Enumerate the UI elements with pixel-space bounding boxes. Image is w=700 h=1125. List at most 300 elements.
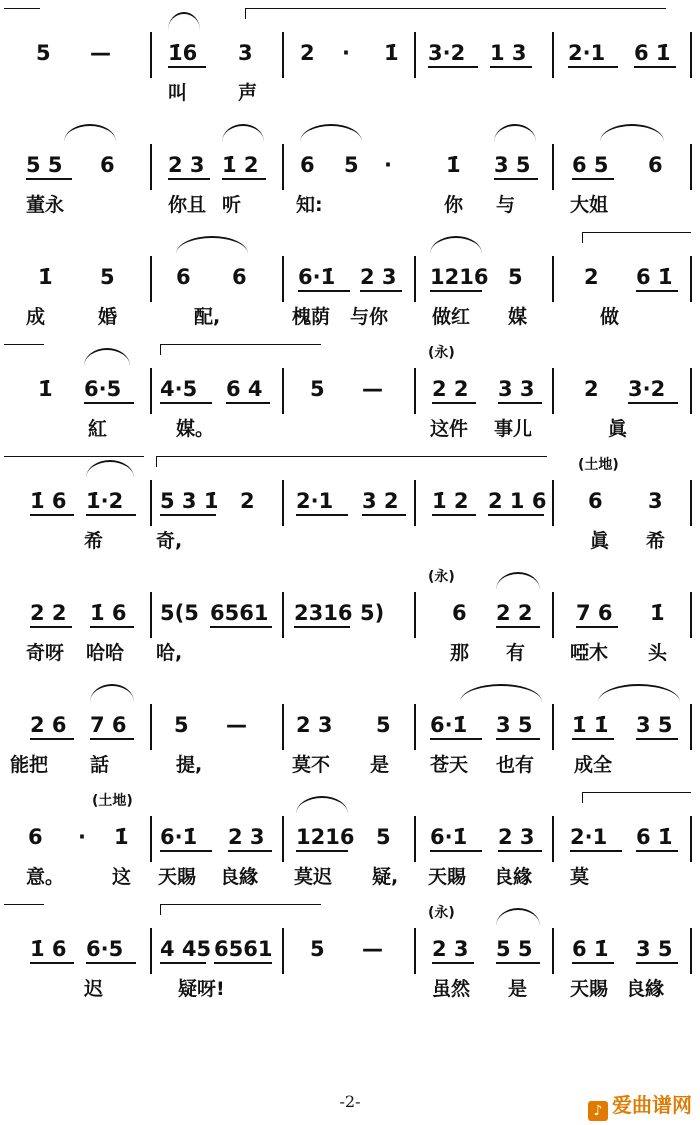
underline [160, 402, 212, 404]
underline [488, 514, 544, 516]
barline [282, 704, 284, 750]
lyric: 成 [26, 306, 46, 328]
note: 2 2 [432, 377, 469, 401]
underline [228, 850, 272, 852]
underline [86, 514, 136, 516]
note: 5 [508, 265, 523, 289]
lyric-line [0, 80, 700, 106]
lyric: 做 [600, 306, 620, 328]
note: 7 6 [576, 601, 613, 625]
barline [552, 32, 554, 78]
barline [282, 32, 284, 78]
underline [298, 290, 350, 292]
lyric: 槐荫 [292, 306, 331, 328]
note: 1̇6 [168, 41, 198, 65]
score-system-3 [0, 224, 700, 344]
tie-line [4, 904, 44, 915]
note: — [362, 377, 383, 401]
note: 3 5 [636, 937, 673, 961]
barline [690, 816, 692, 862]
role-label: (永) [428, 569, 455, 585]
slur [300, 124, 362, 142]
slur [296, 796, 348, 814]
underline [496, 626, 540, 628]
note: 2 1 6 [488, 489, 547, 513]
lyric: 有 [506, 642, 526, 664]
note: 1̇ [38, 377, 53, 401]
slur [90, 684, 134, 702]
barline [282, 144, 284, 190]
note: 2·1 [570, 825, 608, 849]
note: 1̇ [114, 825, 129, 849]
note: 6 [176, 265, 191, 289]
note: 2·1 [568, 41, 606, 65]
note: 5 [376, 825, 391, 849]
note: 2 [240, 489, 255, 513]
underline [360, 290, 402, 292]
underline [496, 962, 540, 964]
phrase-line [582, 792, 691, 803]
melody-line [0, 486, 700, 516]
note: 6561 [214, 937, 273, 961]
note: 3 5 [636, 713, 673, 737]
underline [160, 962, 206, 964]
underline [432, 402, 476, 404]
lyric: 叫 [168, 82, 188, 104]
note: 3 5 [494, 153, 531, 177]
barline [282, 592, 284, 638]
lyric: 声 [238, 82, 258, 104]
note: 6 4 [226, 377, 263, 401]
underline [494, 178, 538, 180]
lyric: 天賜 [428, 866, 467, 888]
note: 1216 [296, 825, 355, 849]
underline [570, 850, 622, 852]
lyric: 也有 [496, 754, 535, 776]
barline [150, 816, 152, 862]
note: 4 45 [160, 937, 212, 961]
melody-line [0, 262, 700, 292]
underline [636, 850, 678, 852]
underline [496, 738, 540, 740]
barline [414, 592, 416, 638]
lyric: 哈哈 [86, 642, 125, 664]
note: 2 3 [296, 713, 333, 737]
lyric: 希 [646, 530, 666, 552]
barline [150, 256, 152, 302]
note: 2 3 [168, 153, 205, 177]
underline [498, 402, 542, 404]
lyric: 紅 [88, 418, 108, 440]
barline [150, 144, 152, 190]
note: 5 [344, 153, 359, 177]
barline [414, 704, 416, 750]
underline [498, 850, 542, 852]
barline [414, 480, 416, 526]
slur [64, 124, 116, 142]
underline [226, 402, 270, 404]
note: 2316 [294, 601, 353, 625]
score-system-2 [0, 112, 700, 232]
barline [552, 256, 554, 302]
barline [282, 816, 284, 862]
lyric: 奇, [156, 530, 183, 552]
lyric: 眞 [590, 530, 610, 552]
barline [552, 816, 554, 862]
note: 1̇ 2 [222, 153, 259, 177]
lyric: 是 [370, 754, 390, 776]
note: 5 [36, 41, 51, 65]
lyric-line [0, 528, 700, 554]
barline [150, 32, 152, 78]
note: 5) [360, 601, 385, 625]
lyric: 疑, [372, 866, 399, 888]
underline [90, 738, 134, 740]
note: 1̇ [650, 601, 665, 625]
underline [572, 962, 614, 964]
note: 6561 [210, 601, 269, 625]
note: 3·2 [628, 377, 666, 401]
slur [494, 124, 536, 142]
phrase-line [245, 8, 666, 19]
note: 6·1̇ [430, 825, 468, 849]
barline [690, 256, 692, 302]
note: · [384, 153, 392, 177]
barline [552, 704, 554, 750]
barline [414, 256, 416, 302]
lyric: 配, [194, 306, 221, 328]
underline [210, 626, 272, 628]
underline [222, 178, 266, 180]
note: 5 5 [26, 153, 63, 177]
note: 1̇ 1̇ [572, 713, 609, 737]
note: 6 1̇ [634, 41, 671, 65]
lyric: 天賜 [570, 978, 609, 1000]
lyric-line [0, 304, 700, 330]
phrase-line [156, 456, 547, 467]
melody-line [0, 822, 700, 852]
note: 2 3 [228, 825, 265, 849]
underline [214, 962, 272, 964]
slur [430, 236, 482, 254]
lyric: 哈, [156, 642, 183, 664]
note: 3 3 [498, 377, 535, 401]
lyric: 头 [648, 642, 668, 664]
lyric-line [0, 416, 700, 442]
lyric: 做红 [432, 306, 471, 328]
lyric: 莫 [570, 866, 590, 888]
note: 2 3 [498, 825, 535, 849]
note: 6 [452, 601, 467, 625]
lyric: 媒。 [176, 418, 215, 440]
lyric: 虽然 [432, 978, 471, 1000]
barline [414, 816, 416, 862]
score-system-6 [0, 560, 700, 680]
note: 6·1̇ [160, 825, 198, 849]
slur [84, 348, 130, 366]
note: 6·5 [84, 377, 122, 401]
lyric: 你且 [168, 194, 207, 216]
underline [168, 66, 206, 68]
underline [568, 66, 618, 68]
lyric: 能把 [10, 754, 49, 776]
note: 2 3 [360, 265, 397, 289]
score-system-9 [0, 896, 700, 1016]
underline [90, 626, 134, 628]
note: · [342, 41, 350, 65]
underline [430, 850, 482, 852]
lyric: 良緣 [494, 866, 533, 888]
lyric: 董永 [26, 194, 65, 216]
slur [460, 684, 542, 702]
underline [86, 962, 136, 964]
underline [84, 402, 134, 404]
slur [496, 572, 540, 590]
slur [496, 908, 540, 926]
underline [30, 738, 74, 740]
lyric: 良緣 [626, 978, 665, 1000]
underline [636, 290, 678, 292]
barline [282, 480, 284, 526]
lyric: 听 [222, 194, 242, 216]
lyric: 你 [444, 194, 464, 216]
lyric: 是 [508, 978, 528, 1000]
note: 6 [232, 265, 247, 289]
barline [552, 480, 554, 526]
note: 5 [310, 937, 325, 961]
melody-line [0, 598, 700, 628]
underline [576, 626, 618, 628]
underline [294, 626, 350, 628]
underline [160, 514, 216, 516]
barline [690, 704, 692, 750]
score-system-4 [0, 336, 700, 456]
note: 1̇ [446, 153, 461, 177]
lyric: 那 [450, 642, 470, 664]
phrase-line [582, 232, 691, 243]
note: 4·5 [160, 377, 198, 401]
lyric: 知: [296, 194, 323, 216]
barline [150, 704, 152, 750]
note: — [90, 41, 111, 65]
tie-line [4, 8, 40, 19]
slur [598, 684, 680, 702]
note: 6 [28, 825, 43, 849]
note: 7 6 [90, 713, 127, 737]
lyric: 这 [112, 866, 132, 888]
music-note-icon: ♪ [588, 1101, 608, 1121]
barline [690, 592, 692, 638]
melody-line [0, 150, 700, 180]
underline [636, 738, 678, 740]
role-label: (土地) [578, 457, 619, 473]
lyric-line [0, 752, 700, 778]
underline [432, 962, 474, 964]
barline [690, 144, 692, 190]
note: 6 1̇ [572, 937, 609, 961]
lyric: 苍天 [430, 754, 469, 776]
lyric: 成全 [574, 754, 613, 776]
lyric-line [0, 192, 700, 218]
melody-line [0, 374, 700, 404]
note: 5 [376, 713, 391, 737]
note: 1̇ 6 [90, 601, 127, 625]
role-label: (永) [428, 905, 455, 921]
note: — [362, 937, 383, 961]
barline [552, 928, 554, 974]
barline [414, 32, 416, 78]
lyric: 提, [176, 754, 203, 776]
underline [30, 962, 74, 964]
note: 6·1̇ [298, 265, 336, 289]
underline [628, 402, 678, 404]
underline [30, 626, 72, 628]
underline [430, 738, 482, 740]
note: 3 5 [496, 713, 533, 737]
page-number: -2- [339, 1092, 361, 1111]
note: 6 1̇ [636, 265, 673, 289]
slur [222, 124, 264, 142]
melody-line [0, 934, 700, 964]
lyric: 迟 [84, 978, 104, 1000]
note: 2 6 [30, 713, 67, 737]
underline [296, 850, 348, 852]
lyric: 天賜 [158, 866, 197, 888]
lyric: 大姐 [570, 194, 609, 216]
score-system-8 [0, 784, 700, 904]
note: 6·1̇ [430, 713, 468, 737]
note: 1 3 [490, 41, 527, 65]
note: 3 [238, 41, 253, 65]
barline [282, 928, 284, 974]
barline [552, 592, 554, 638]
note: 1̇ 6 [30, 489, 67, 513]
note: 1̇ [38, 265, 53, 289]
note: 1̇ [384, 41, 399, 65]
lyric-line [0, 640, 700, 666]
score-system-1 [0, 0, 700, 120]
barline [150, 480, 152, 526]
underline [636, 962, 678, 964]
underline [296, 514, 348, 516]
lyric: 莫迟 [294, 866, 333, 888]
lyric: 眞 [608, 418, 628, 440]
note: 3 2 [362, 489, 399, 513]
note: 6 5 [572, 153, 609, 177]
lyric: 事儿 [494, 418, 533, 440]
slur [168, 12, 200, 30]
lyric: 啞木 [570, 642, 609, 664]
underline [432, 514, 476, 516]
note: 5 [174, 713, 189, 737]
note: 1̇ 6 [30, 937, 67, 961]
note: 6 [588, 489, 603, 513]
barline [552, 144, 554, 190]
note: 2·1 [296, 489, 334, 513]
lyric: 媒 [508, 306, 528, 328]
lyric: 話 [90, 754, 110, 776]
note: 2 [584, 265, 599, 289]
lyric: 意。 [26, 866, 65, 888]
underline [572, 738, 614, 740]
underline [26, 178, 72, 180]
underline [572, 178, 614, 180]
note: 6 1̇ [636, 825, 673, 849]
barline [414, 928, 416, 974]
underline [428, 66, 478, 68]
role-label: (永) [428, 345, 455, 361]
underline [168, 178, 210, 180]
lyric: 疑呀! [178, 978, 225, 1000]
barline [282, 256, 284, 302]
note: 6·5 [86, 937, 124, 961]
note: 2 [300, 41, 315, 65]
underline [362, 514, 406, 516]
barline [150, 928, 152, 974]
barline [690, 928, 692, 974]
barline [150, 368, 152, 414]
lyric-line [0, 976, 700, 1002]
lyric: 良緣 [220, 866, 259, 888]
note: 2 2 [30, 601, 67, 625]
barline [690, 32, 692, 78]
note: 6 [300, 153, 315, 177]
lyric: 奇呀 [26, 642, 65, 664]
note: 2 [584, 377, 599, 401]
lyric: 与你 [350, 306, 389, 328]
lyric: 这件 [430, 418, 469, 440]
note: 1̇ 2 [432, 489, 469, 513]
site-watermark [588, 1090, 692, 1120]
score-system-5 [0, 448, 700, 568]
underline [160, 850, 212, 852]
slur [600, 124, 664, 142]
barline [414, 368, 416, 414]
note: 2 2 [496, 601, 533, 625]
phrase-line [160, 904, 321, 915]
barline [150, 592, 152, 638]
score-system-7 [0, 672, 700, 792]
melody-line [0, 710, 700, 740]
underline [430, 290, 482, 292]
lyric-line [0, 864, 700, 890]
note: 5(5 [160, 601, 199, 625]
note: — [226, 713, 247, 737]
lyric: 与 [496, 194, 516, 216]
note: 2 3 [432, 937, 469, 961]
note: 3·2 [428, 41, 466, 65]
note: 6 [648, 153, 663, 177]
underline [30, 514, 74, 516]
lyric: 莫不 [292, 754, 331, 776]
phrase-line [160, 344, 321, 355]
note: 5 3 1̇ [160, 489, 219, 513]
barline [552, 368, 554, 414]
lyric: 希 [84, 530, 104, 552]
note: 1̇·2 [86, 489, 124, 513]
note: · [78, 825, 86, 849]
barline [690, 480, 692, 526]
slur [176, 236, 248, 254]
note: 5 [310, 377, 325, 401]
watermark-text: 爱曲谱网 [612, 1093, 692, 1117]
note: 3 [648, 489, 663, 513]
underline [490, 66, 532, 68]
note: 5 5 [496, 937, 533, 961]
role-label: (土地) [92, 793, 133, 809]
barline [282, 368, 284, 414]
underline [634, 66, 676, 68]
